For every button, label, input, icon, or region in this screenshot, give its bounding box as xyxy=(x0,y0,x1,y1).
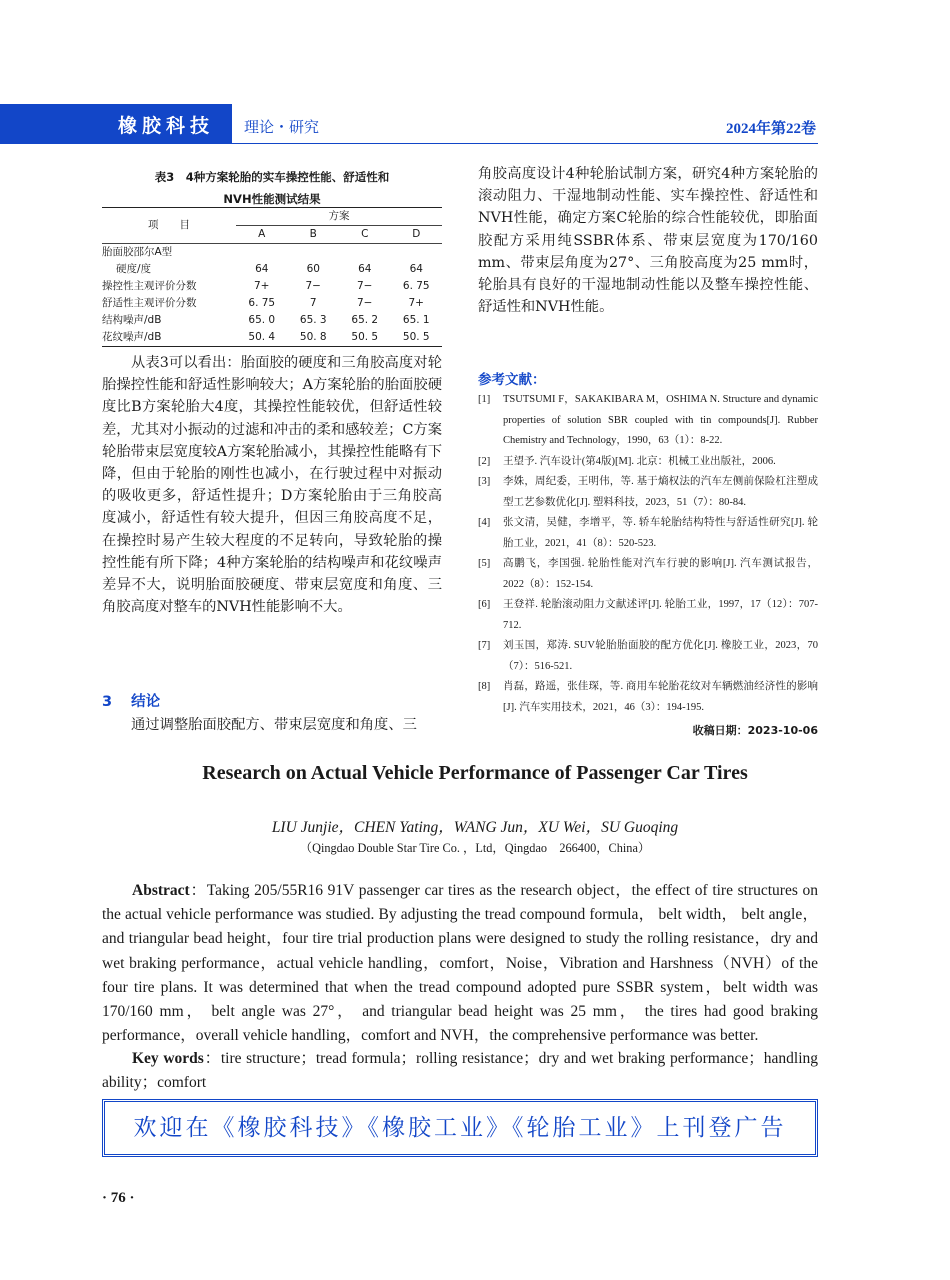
keywords-text: ：tire structure；tread formula；rolling resistance；dry and wet braking performance；handling ability；comfort xyxy=(102,1050,818,1092)
table-cell: 65. 3 xyxy=(299,314,327,326)
table-cell: 7 xyxy=(309,297,317,309)
table-row xyxy=(102,295,442,312)
reference-number: [5] xyxy=(478,558,491,569)
column-header: B xyxy=(288,226,340,244)
results-table xyxy=(102,207,442,347)
english-authors: LIU Junjie，CHEN Yating，WANG Jun，XU Wei，SU Guoqing xyxy=(271,819,679,836)
reference-number: [2] xyxy=(478,455,491,467)
analysis-paragraph: 从表3可以看出：胎面胶的硬度和三角胶高度对轮胎操控性能和舒适性影响较大；A方案轮胎的胎面胶硬度比B方案轮胎大4度，其操控性能较优，但舒适性较差，尤其对小振动的过滤和冲击的柔和感较差；C方案轮胎带束层宽度较A方案轮胎减小，其操控性能略有下降，但由于轮胎的刚性也减小，在行驶过程中对振动的吸收更多，舒适性提升；D方案轮胎由于三角胶高度减小，舒适性有较大提升，但因三角胶高度不足，在操控时易产生较大程度的不足转向，导致轮胎的操控性能有所下降；4种方案轮胎的结构噪声和花纹噪声差异不大，说明胎面胶硬度、带束层宽度和角度、三角胶高度对整车的NVH性能影响不大。 xyxy=(102,355,442,616)
keywords-label: Key words xyxy=(132,1050,204,1067)
table-row xyxy=(102,261,442,278)
received-date: 收稿日期：2023-10-06 xyxy=(692,724,818,737)
reference-item xyxy=(478,452,818,473)
section-title: 结论 xyxy=(131,694,161,710)
section-label: 理论・研究 xyxy=(244,118,320,136)
reference-text: 高鹏飞，李国强. 轮胎性能对汽车行驶的影响[J]. 汽车测试报告，2022（8）：152-154. xyxy=(503,558,818,590)
table-cell: 6. 75 xyxy=(402,280,430,292)
table-cell: 7+ xyxy=(408,297,424,309)
conclusion-heading xyxy=(102,690,160,711)
table-cell: 60 xyxy=(306,263,320,275)
row-label: 结构噪声/dB xyxy=(102,314,162,326)
table-cell: 50. 4 xyxy=(236,329,288,347)
english-title: Research on Actual Vehicle Performance of Passenger Car Tires xyxy=(202,762,748,784)
table-cell: 65. 0 xyxy=(248,314,276,326)
table-cell: 65. 2 xyxy=(351,314,379,326)
reference-item xyxy=(478,595,818,636)
section-number: 3 xyxy=(102,694,113,710)
reference-text: 张文清，吴健，李增平，等. 轿车轮胎结构特性与舒适性研究[J]. 轮胎工业，2021，41（8）：520-523. xyxy=(503,517,818,549)
reference-item xyxy=(478,554,818,595)
english-abstract xyxy=(102,879,818,1048)
ad-banner-text: 欢迎在《橡胶科技》《橡胶工业》《轮胎工业》上刊登广告 xyxy=(133,1115,787,1141)
table-cell: 50. 5 xyxy=(339,329,391,347)
abstract-label: Abstract xyxy=(132,882,190,899)
header-rule xyxy=(232,143,818,144)
table-caption xyxy=(102,166,442,210)
reference-number: [7] xyxy=(478,640,491,651)
table-row xyxy=(102,278,442,295)
table-cell: 50. 8 xyxy=(288,329,340,347)
row-label: 花纹噪声/dB xyxy=(102,329,236,347)
reference-text: 刘玉国，郑涛. SUV轮胎胎面胶的配方优化[J]. 橡胶工业，2023，70（7）：516-521. xyxy=(503,640,818,672)
row-label: 操控性主观评价分数 xyxy=(102,280,197,292)
abstract-text: ：Taking 205/55R16 91V passenger car tires as the research object，the effect of tire structures on the actual vehicle performance was studied. By adjusting the tread compound formula， belt width， belt angle，and triangular bead height，four tire trial production plans were designed to study the rolling resistance，dry and wet braking performance，actual vehicle handling，comfort，Noise，Vibration and Harshness（NVH）of the four tire plans. It was determined that when the tread compound adopted pure SSBR system，belt width was 170/160 mm， belt angle was 27°， and triangular bead height was 25 mm， the tires had good braking performance，overall vehicle handling，comfort and NVH，the comprehensive performance was better. xyxy=(102,882,818,1045)
row-label: 舒适性主观评价分数 xyxy=(102,297,197,309)
reference-text: 肖磊，路遥，张佳琛，等. 商用车轮胎花纹对车辆燃油经济性的影响[J]. 汽车实用技术，2021，46（3）：194-195. xyxy=(503,681,818,713)
reference-list xyxy=(478,390,818,718)
reference-number: [1] xyxy=(478,394,491,405)
reference-item xyxy=(478,472,818,513)
item-header: 项 目 xyxy=(102,208,236,244)
reference-item xyxy=(478,677,818,718)
row-label: 硬度/度 xyxy=(116,263,152,275)
reference-item xyxy=(478,636,818,677)
table-cell: 7+ xyxy=(254,280,270,292)
table-cell: 6. 75 xyxy=(248,297,276,309)
table-cell: 7− xyxy=(305,280,321,292)
table-cell: 64 xyxy=(409,263,423,275)
reference-item xyxy=(478,390,818,452)
column-header: A xyxy=(236,226,288,244)
reference-text: 王登祥. 轮胎滚动阻力文献述评[J]. 轮胎工业，1997，17（12）：707-712. xyxy=(503,599,818,631)
reference-item xyxy=(478,513,818,554)
references-title: 参考文献： xyxy=(478,372,546,388)
table-caption-line-2: NVH性能测试结果 xyxy=(223,192,321,206)
page-number: · 76 · xyxy=(102,1190,135,1206)
conclusion-paragraph-cont: 角胶高度设计4种轮胎试制方案，研究4种方案轮胎的滚动阻力、干湿地制动性能、实车操控性、舒适性和NVH性能，确定方案C轮胎的综合性能较优，即胎面胶配方采用纯SSBR体系、带束层宽度为170/160 mm、带束层角度为27°、三角胶高度为25 mm时，轮胎具有良好的干湿地制动性能以及整车操控性能、舒适性和NVH性能。 xyxy=(478,166,818,316)
table-row xyxy=(102,244,442,262)
table-cell: 64 xyxy=(255,263,269,275)
table-cell: 7− xyxy=(357,297,373,309)
table-caption-line-1: 表3 4种方案轮胎的实车操控性能、舒适性和 xyxy=(154,170,390,184)
english-affiliation: （Qingdao Double Star Tire Co. ，Ltd，Qingdao 266400，China） xyxy=(299,841,651,855)
table-row xyxy=(102,312,442,329)
reference-number: [8] xyxy=(478,681,491,692)
conclusion-paragraph-start: 通过调整胎面胶配方、带束层宽度和角度、三 xyxy=(131,717,417,733)
reference-number: [4] xyxy=(478,517,491,528)
scheme-header: 方案 xyxy=(236,208,442,226)
reference-text: 李姝，周纪委，王明伟，等. 基于熵权法的汽车左侧前保险杠注塑成型工艺参数优化[J]. 塑料科技，2023，51（7）：80-84. xyxy=(503,476,818,508)
table-row xyxy=(102,329,442,347)
reference-text: TSUTSUMI F，SAKAKIBARA M，OSHIMA N. Structure and dynamic properties of solution SBR coupled with tin compounds[J]. Rubber Chemistry and Technology，1990，63（1）：8-22. xyxy=(503,394,818,446)
column-header: C xyxy=(339,226,391,244)
volume-label: 2024年第22卷 xyxy=(725,121,816,137)
table-cell: 7− xyxy=(357,280,373,292)
table-cell: 50. 5 xyxy=(391,329,443,347)
row-label: 胎面胶邵尔A型 xyxy=(102,246,173,258)
column-header: D xyxy=(391,226,443,244)
table-cell: 64 xyxy=(358,263,372,275)
reference-number: [3] xyxy=(478,476,491,487)
table-cell: 65. 1 xyxy=(402,314,430,326)
reference-text: 王望予. 汽车设计(第4版)[M]. 北京：机械工业出版社，2006. xyxy=(503,455,776,467)
reference-number: [6] xyxy=(478,599,491,610)
english-keywords xyxy=(102,1047,818,1095)
journal-logo: 橡胶科技 xyxy=(118,115,215,137)
